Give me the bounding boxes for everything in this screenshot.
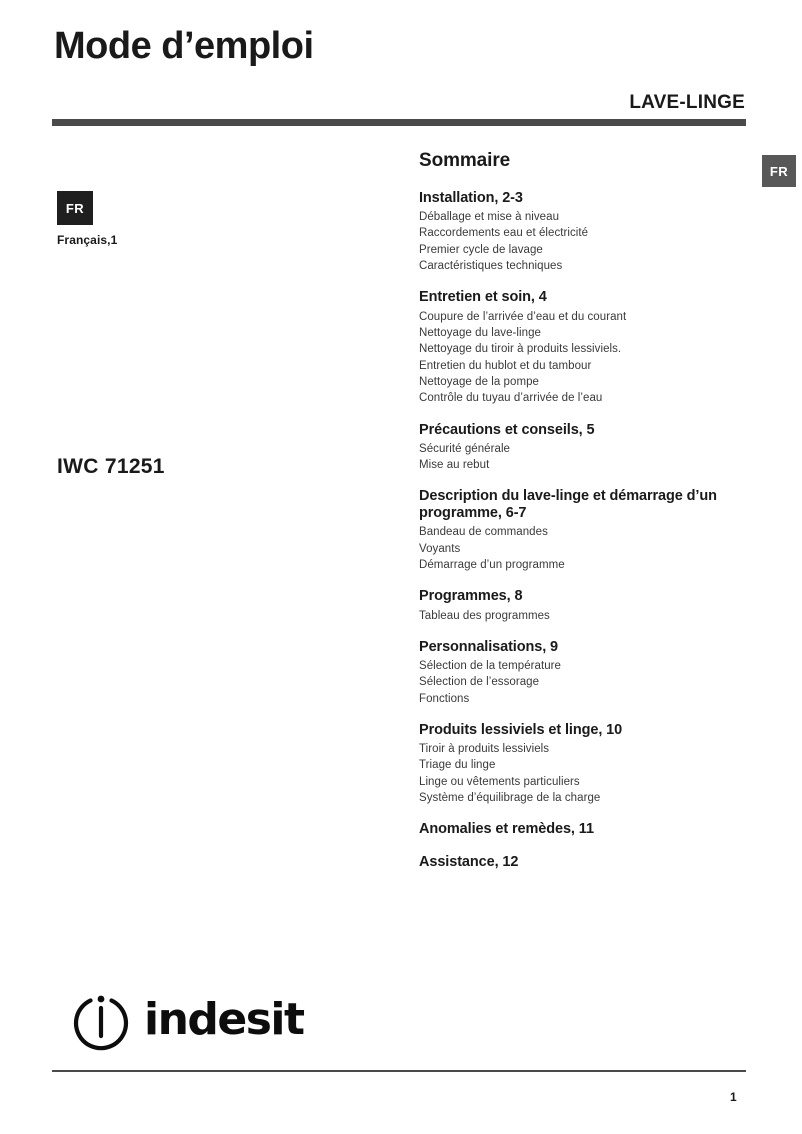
toc-sub-item[interactable]: Mise au rebut bbox=[419, 458, 490, 471]
language-badge-right bbox=[762, 155, 796, 187]
brand-name-text: indesit bbox=[144, 996, 304, 1045]
toc-section bbox=[419, 289, 759, 406]
toc-sub-item[interactable]: Voyants bbox=[419, 542, 461, 555]
indesit-power-i-icon bbox=[70, 990, 132, 1052]
toc-section bbox=[419, 722, 759, 806]
toc-sub-item[interactable]: Sélection de l’essorage bbox=[419, 676, 540, 689]
toc-section bbox=[419, 854, 759, 871]
toc-sub-item[interactable]: Triage du linge bbox=[419, 759, 496, 772]
toc-sub-item[interactable]: Contrôle du tuyau d’arrivée de l’eau bbox=[419, 392, 603, 405]
toc-section-heading[interactable]: Produits lessiviels et linge, 10 bbox=[419, 722, 623, 738]
toc-section-heading[interactable]: Description du lave-linge et démarrage d’un programme, 6-7 bbox=[419, 488, 717, 522]
toc-section bbox=[419, 190, 759, 274]
toc-section-heading[interactable]: Programmes, 8 bbox=[419, 588, 523, 605]
toc-sub-item[interactable]: Déballage et mise à niveau bbox=[419, 211, 560, 224]
toc-sub-item[interactable]: Sécurité générale bbox=[419, 442, 510, 455]
toc-sub-item[interactable]: Fonctions bbox=[419, 692, 470, 705]
toc-sub-item[interactable]: Nettoyage du tiroir à produits lessiviels. bbox=[419, 343, 622, 356]
footer-divider bbox=[52, 1070, 746, 1072]
page-title: Mode d’emploi bbox=[54, 25, 314, 67]
toc-section-heading[interactable]: Installation, 2-3 bbox=[419, 190, 523, 206]
model-number: IWC 71251 bbox=[57, 455, 165, 478]
header-divider bbox=[52, 119, 746, 126]
appliance-type-label: LAVE-LINGE bbox=[629, 92, 745, 113]
toc-section bbox=[419, 422, 759, 474]
indesit-wordmark bbox=[144, 996, 334, 1046]
toc-sub-item[interactable]: Caractéristiques techniques bbox=[419, 260, 563, 273]
toc-sub-item[interactable]: Tiroir à produits lessiviels bbox=[419, 743, 550, 756]
toc-section bbox=[419, 488, 759, 573]
toc-list bbox=[419, 190, 759, 871]
toc-sub-item[interactable]: Nettoyage du lave-linge bbox=[419, 326, 541, 339]
toc-sub-item[interactable]: Sélection de la température bbox=[419, 660, 561, 673]
toc-sub-item[interactable]: Bandeau de commandes bbox=[419, 526, 548, 539]
toc-section bbox=[419, 588, 759, 623]
language-name-and-page: Français,1 bbox=[57, 233, 118, 247]
toc-section-heading[interactable]: Entretien et soin, 4 bbox=[419, 289, 547, 306]
toc-sub-item[interactable]: Entretien du hublot et du tambour bbox=[419, 359, 592, 372]
page-number: 1 bbox=[730, 1090, 737, 1104]
language-badge-left bbox=[57, 191, 93, 225]
toc-section bbox=[419, 639, 759, 707]
language-badge-left-label: FR bbox=[65, 200, 85, 216]
toc-sub-item[interactable]: Premier cycle de lavage bbox=[419, 243, 543, 256]
toc-sub-item[interactable]: Nettoyage de la pompe bbox=[419, 375, 539, 388]
summary-table-of-contents bbox=[419, 150, 759, 871]
brand-logo bbox=[70, 990, 334, 1052]
summary-title: Sommaire bbox=[419, 150, 511, 171]
toc-sub-item[interactable]: Linge ou vêtements particuliers bbox=[419, 775, 580, 788]
toc-section-heading[interactable]: Anomalies et remèdes, 11 bbox=[419, 821, 594, 838]
toc-sub-item[interactable]: Raccordements eau et électricité bbox=[419, 227, 589, 240]
toc-sub-item[interactable]: Tableau des programmes bbox=[419, 609, 550, 622]
toc-sub-item[interactable]: Coupure de l’arrivée d’eau et du courant bbox=[419, 310, 627, 323]
toc-section bbox=[419, 821, 759, 838]
toc-section-heading[interactable]: Assistance, 12 bbox=[419, 853, 519, 870]
toc-section-heading[interactable]: Personnalisations, 9 bbox=[419, 638, 559, 655]
language-badge-right-label: FR bbox=[769, 163, 789, 179]
toc-section-heading[interactable]: Précautions et conseils, 5 bbox=[419, 421, 595, 438]
toc-sub-item[interactable]: Système d’équilibrage de la charge bbox=[419, 792, 601, 805]
toc-sub-item[interactable]: Démarrage d’un programme bbox=[419, 559, 565, 572]
